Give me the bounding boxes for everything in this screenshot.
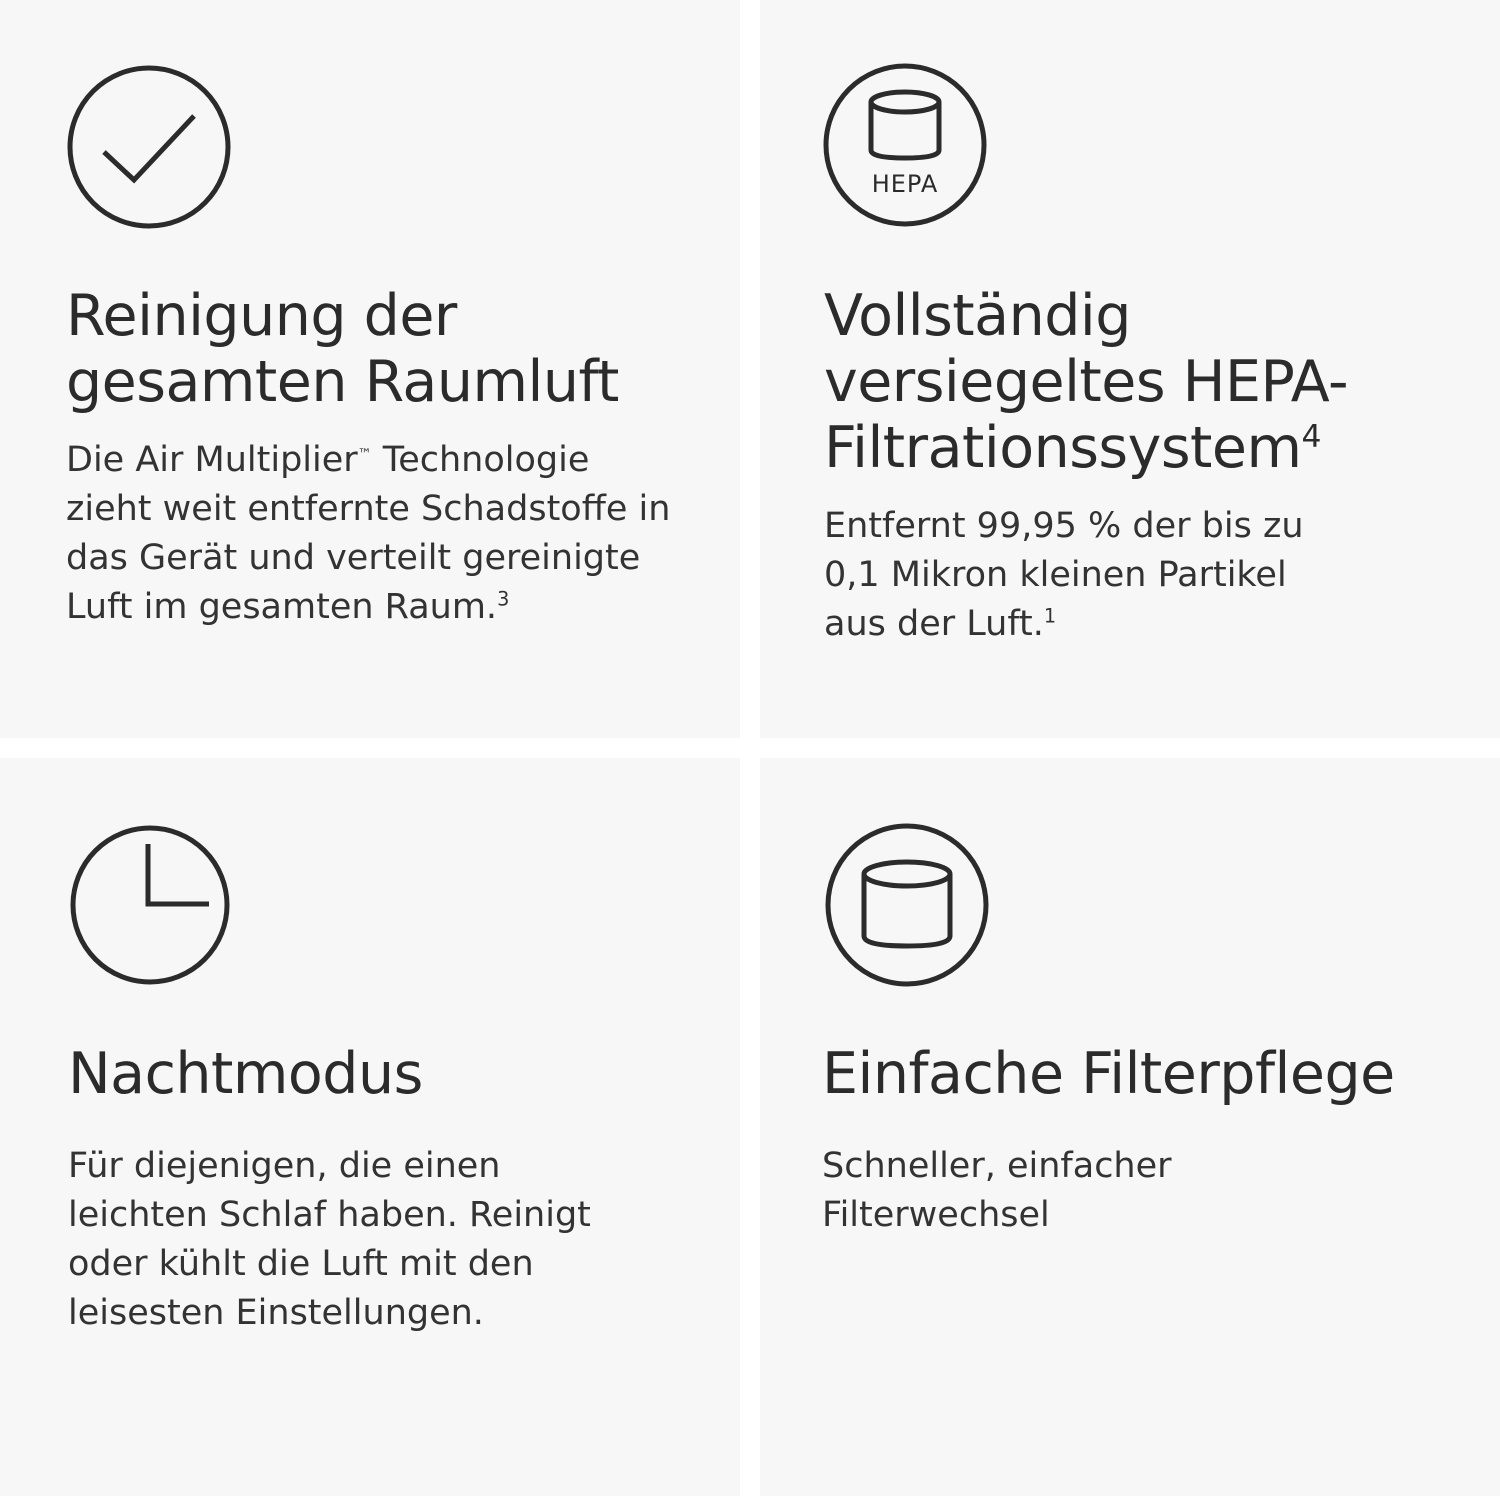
feature-heading	[68, 1041, 423, 1107]
feature-heading	[824, 283, 1348, 481]
footnote-marker: 1	[1043, 604, 1057, 628]
feature-description	[66, 436, 670, 632]
description-line: Technologie	[371, 440, 590, 480]
feature-heading	[66, 283, 619, 415]
filter-cylinder-icon	[824, 822, 990, 988]
trademark-symbol: ™	[357, 446, 372, 463]
heading-line: versiegeltes HEPA-	[824, 349, 1349, 415]
description-line: aus der Luft.	[824, 604, 1044, 644]
description-line: Die Air Multiplier	[66, 440, 358, 480]
description-line: oder kühlt die Luft mit den	[68, 1244, 534, 1284]
heading-line: Reinigung der	[66, 283, 457, 349]
footnote-marker: 4	[1301, 419, 1321, 455]
feature-card-hepa-filtration	[760, 0, 1500, 738]
description-line: Entfernt 99,95 % der bis zu	[824, 506, 1304, 546]
description-line: leisesten Einstellungen.	[68, 1293, 484, 1333]
description-line: Luft im gesamten Raum.	[66, 587, 498, 627]
heading-line: Filtrationssystem	[824, 415, 1302, 481]
heading-line: Nachtmodus	[68, 1041, 423, 1107]
hepa-filter-icon	[822, 62, 988, 228]
feature-description	[822, 1142, 1172, 1240]
heading-line: Einfache Filterpflege	[822, 1041, 1395, 1107]
feature-card-air-cleaning	[0, 0, 740, 738]
feature-heading	[822, 1041, 1395, 1107]
clock-icon	[69, 824, 231, 986]
feature-card-night-mode	[0, 758, 740, 1496]
hepa-icon-label: HEPA	[871, 170, 939, 198]
feature-description	[824, 502, 1304, 649]
feature-description	[68, 1142, 591, 1338]
heading-line: Vollständig	[824, 283, 1131, 349]
description-line: Für diejenigen, die einen	[68, 1146, 501, 1186]
description-line: Filterwechsel	[822, 1195, 1050, 1235]
description-line: leichten Schlaf haben. Reinigt	[68, 1195, 591, 1235]
description-line: 0,1 Mikron kleinen Partikel	[824, 555, 1287, 595]
description-line: Schneller, einfacher	[822, 1146, 1172, 1186]
description-line: zieht weit entfernte Schadstoffe in	[66, 489, 671, 529]
feature-card-filter-care	[760, 758, 1500, 1496]
checkmark-circle-icon	[66, 64, 232, 230]
description-line: das Gerät und verteilt gereinigte	[66, 538, 641, 578]
footnote-marker: 3	[497, 587, 510, 611]
heading-line: gesamten Raumluft	[66, 349, 619, 415]
